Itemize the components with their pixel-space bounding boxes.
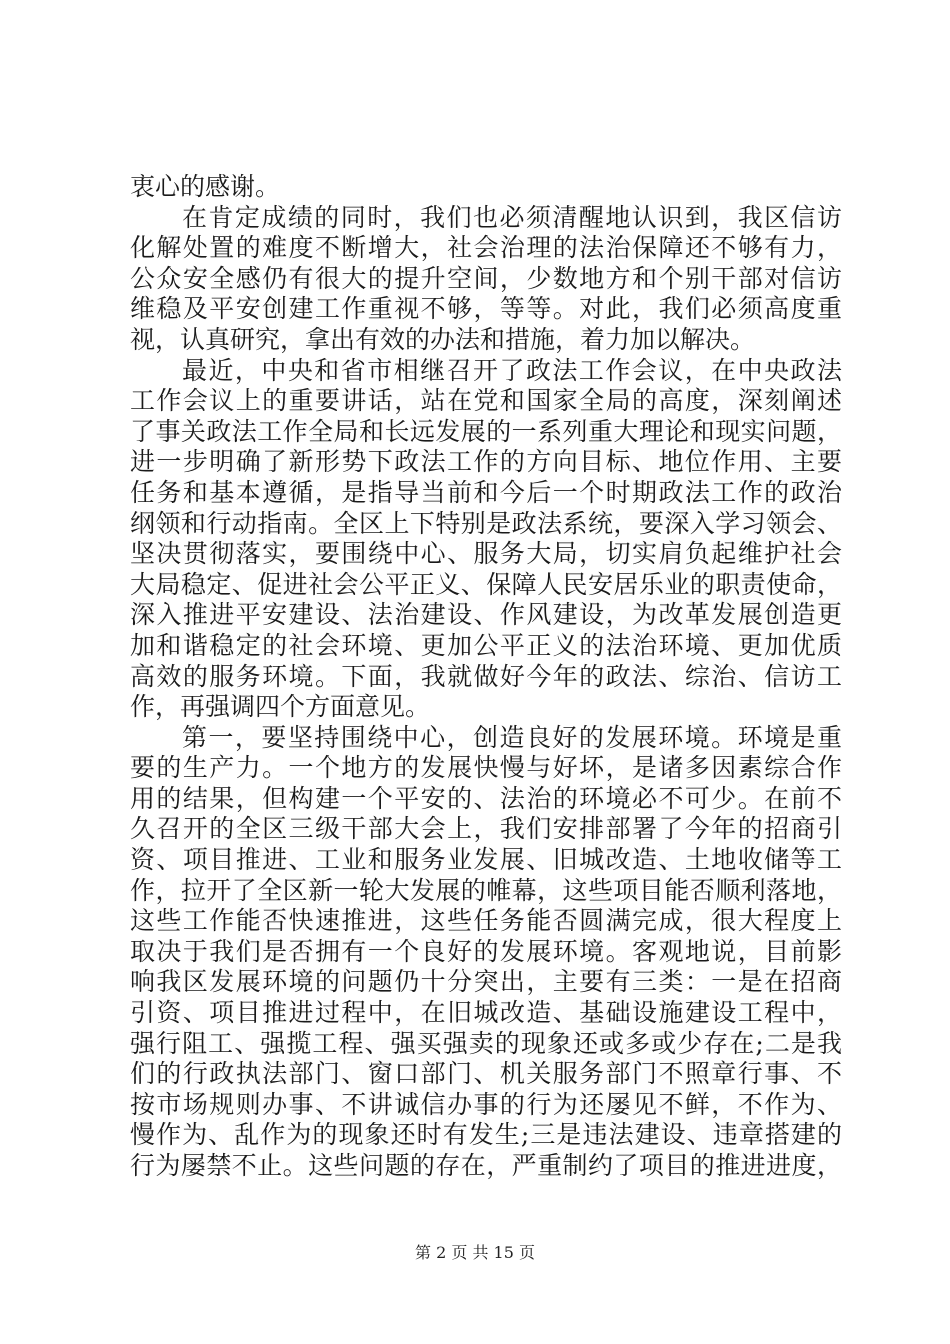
text-line: 任务和基本遵循，是指导当前和今后一个时期政法工作的政治 (130, 477, 842, 507)
body-text (130, 172, 842, 1182)
text-line: 慢作为、乱作为的现象还时有发生;三是违法建设、违章搭建的 (130, 1120, 842, 1150)
text-line: 这些工作能否快速推进，这些任务能否圆满完成，很大程度上 (130, 906, 842, 936)
text-line: 化解处置的难度不断增大，社会治理的法治保障还不够有力， (130, 233, 842, 263)
text-line: 公众安全感仍有很大的提升空间，少数地方和个别干部对信访 (130, 263, 842, 293)
text-line: 作，再强调四个方面意见。 (130, 692, 431, 722)
text-line: 高效的服务环境。下面，我就做好今年的政法、综治、信访工 (130, 661, 842, 691)
text-line: 要的生产力。一个地方的发展快慢与好坏，是诸多因素综合作 (130, 753, 842, 783)
text-line: 们的行政执法部门、窗口部门、机关服务部门不照章行事、不 (130, 1059, 842, 1089)
text-line: 久召开的全区三级干部大会上，我们安排部署了今年的招商引 (130, 814, 842, 844)
page-number-footer: 第 2 页 共 15 页 (415, 1243, 535, 1262)
text-line: 作，拉开了全区新一轮大发展的帷幕，这些项目能否顺利落地， (130, 875, 842, 905)
text-line: 衷心的感谢。 (130, 172, 281, 201)
text-line: 视，认真研究，拿出有效的办法和措施，着力加以解决。 (130, 324, 756, 354)
text-line: 最近，中央和省市相继召开了政法工作会议，在中央政法 (182, 355, 842, 385)
text-line: 行为屡禁不止。这些问题的存在，严重制约了项目的推进进度， (130, 1151, 842, 1180)
text-line: 维稳及平安创建工作重视不够，等等。对此，我们必须高度重 (130, 294, 842, 324)
text-line: 坚决贯彻落实，要围绕中心、服务大局，切实肩负起维护社会 (130, 539, 842, 569)
text-line: 取决于我们是否拥有一个良好的发展环境。客观地说，目前影 (130, 936, 842, 966)
text-line: 工作会议上的重要讲话，站在党和国家全局的高度，深刻阐述 (130, 386, 842, 416)
text-line: 强行阻工、强揽工程、强买强卖的现象还或多或少存在;二是我 (130, 1028, 842, 1058)
text-line: 响我区发展环境的问题仍十分突出，主要有三类：一是在招商 (130, 967, 842, 997)
text-line: 按市场规则办事、不讲诚信办事的行为还屡见不鲜，不作为、 (130, 1089, 842, 1119)
text-line: 加和谐稳定的社会环境、更加公平正义的法治环境、更加优质 (130, 630, 842, 660)
text-line: 了事关政法工作全局和长远发展的一系列重大理论和现实问题， (130, 416, 842, 446)
text-line: 进一步明确了新形势下政法工作的方向目标、地位作用、主要 (130, 447, 842, 477)
text-line: 资、项目推进、工业和服务业发展、旧城改造、土地收储等工 (130, 845, 842, 875)
text-line: 纲领和行动指南。全区上下特别是政法系统，要深入学习领会、 (130, 508, 842, 538)
text-line: 在肯定成绩的同时，我们也必须清醒地认识到，我区信访 (182, 202, 842, 232)
text-line: 引资、项目推进过程中，在旧城改造、基础设施建设工程中， (130, 998, 842, 1028)
text-line: 深入推进平安建设、法治建设、作风建设，为改革发展创造更 (130, 600, 842, 630)
text-line: 大局稳定、促进社会公平正义、保障人民安居乐业的职责使命， (130, 569, 842, 599)
text-line: 第一，要坚持围绕中心，创造良好的发展环境。环境是重 (182, 722, 842, 752)
text-line: 用的结果，但构建一个平安的、法治的环境必不可少。在前不 (130, 783, 842, 813)
